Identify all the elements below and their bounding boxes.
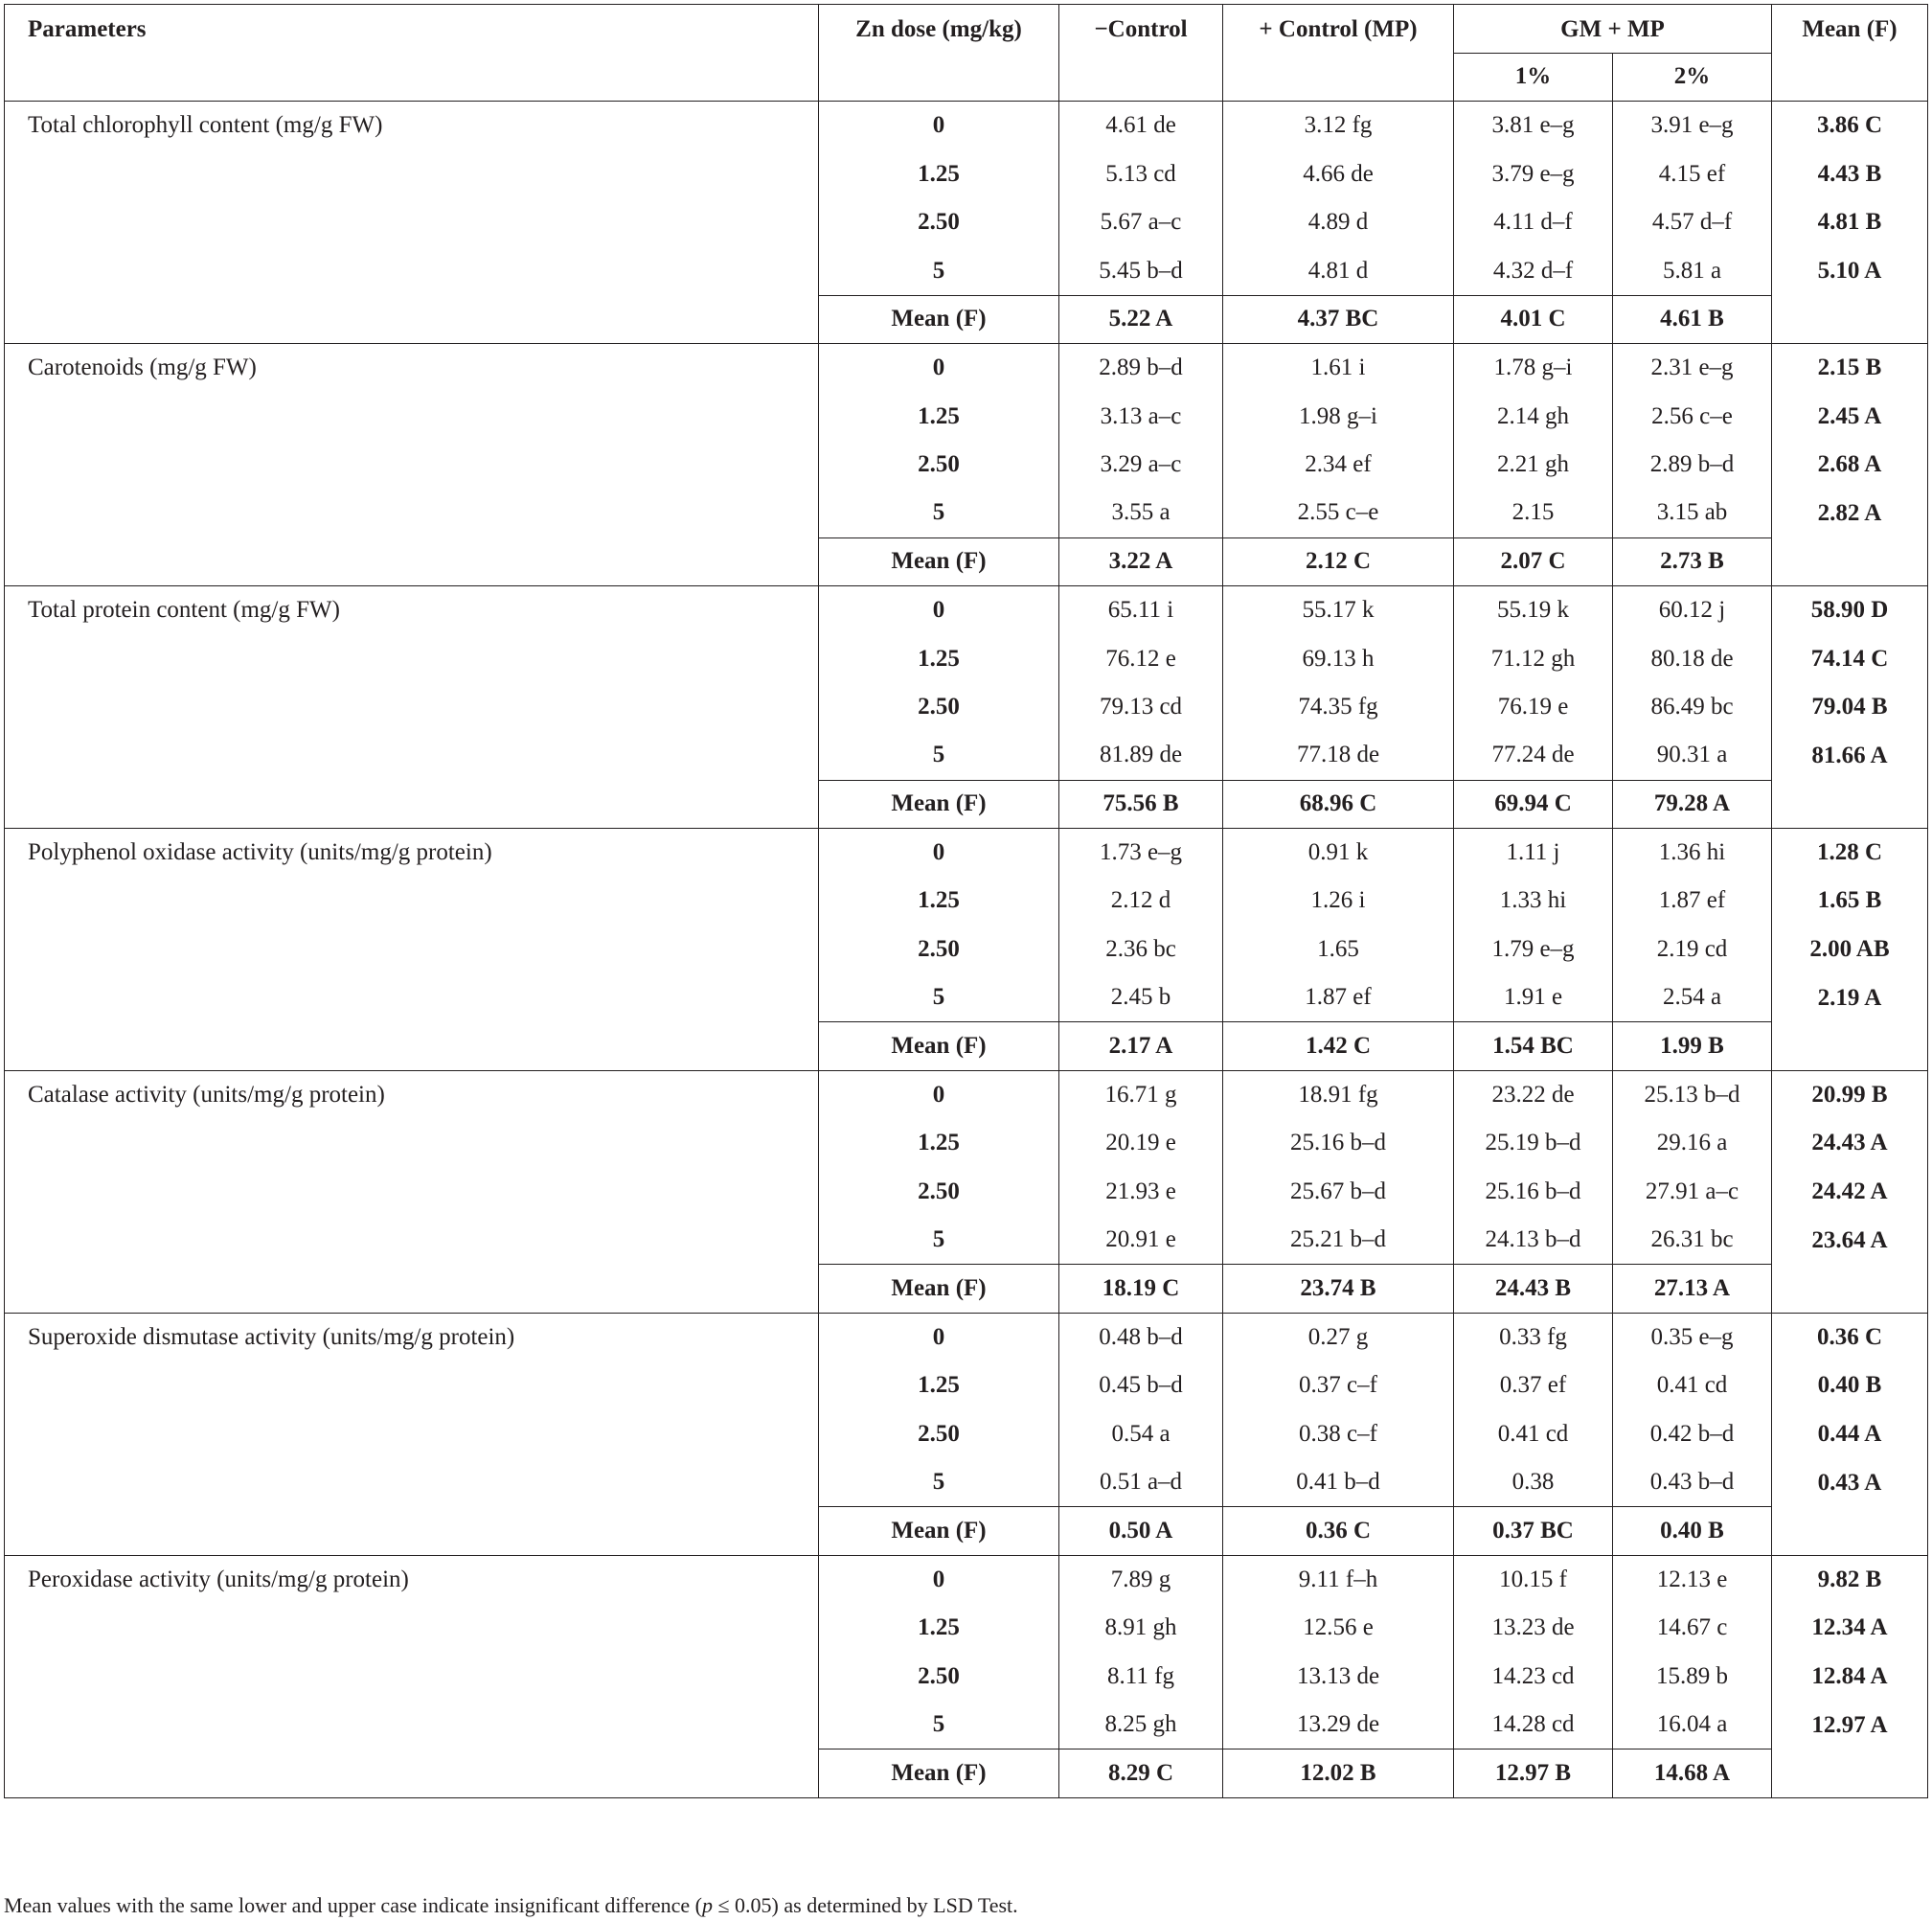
mean-f-cell: 0.44 A xyxy=(1772,1410,1928,1459)
parameter-name: Peroxidase activity (units/mg/g protein) xyxy=(5,1556,819,1798)
mean-value-gm-2pct: 4.61 B xyxy=(1613,295,1772,344)
value-cell-neg-control: 2.45 b xyxy=(1059,973,1223,1022)
zn-dose-cell: 5 xyxy=(819,489,1059,537)
value-cell-pos-control: 0.41 b–d xyxy=(1223,1458,1454,1507)
value-cell-pos-control: 9.11 f–h xyxy=(1223,1556,1454,1605)
empty-cell xyxy=(1772,295,1928,344)
value-cell-gm-1pct: 14.23 cd xyxy=(1454,1653,1613,1702)
value-cell-neg-control: 5.13 cd xyxy=(1059,149,1223,198)
value-cell-neg-control: 3.13 a–c xyxy=(1059,392,1223,441)
zn-dose-cell: 5 xyxy=(819,1701,1059,1749)
mean-f-cell: 1.28 C xyxy=(1772,829,1928,878)
mean-f-cell: 2.19 A xyxy=(1772,973,1928,1022)
zn-dose-cell: 1.25 xyxy=(819,877,1059,926)
value-cell-gm-2pct: 12.13 e xyxy=(1613,1556,1772,1605)
value-cell-pos-control: 1.98 g–i xyxy=(1223,392,1454,441)
value-cell-gm-2pct: 2.19 cd xyxy=(1613,926,1772,974)
value-cell-gm-1pct: 4.11 d–f xyxy=(1454,198,1613,247)
mean-value-pos-control: 4.37 BC xyxy=(1223,295,1454,344)
value-cell-pos-control: 77.18 de xyxy=(1223,731,1454,780)
mean-value-gm-2pct: 79.28 A xyxy=(1613,780,1772,829)
value-cell-gm-2pct: 16.04 a xyxy=(1613,1701,1772,1749)
value-cell-pos-control: 25.67 b–d xyxy=(1223,1168,1454,1217)
parameter-name: Catalase activity (units/mg/g protein) xyxy=(5,1071,819,1314)
empty-cell xyxy=(1772,1507,1928,1556)
mean-f-cell: 74.14 C xyxy=(1772,634,1928,683)
value-cell-gm-2pct: 1.87 ef xyxy=(1613,877,1772,926)
table-row xyxy=(5,1071,1928,1120)
table-row xyxy=(5,102,1928,150)
mean-value-pos-control: 2.12 C xyxy=(1223,537,1454,586)
parameter-name: Total protein content (mg/g FW) xyxy=(5,586,819,829)
value-cell-neg-control: 20.91 e xyxy=(1059,1216,1223,1265)
mean-f-cell: 58.90 D xyxy=(1772,586,1928,635)
value-cell-gm-2pct: 4.15 ef xyxy=(1613,149,1772,198)
zn-dose-cell: 2.50 xyxy=(819,1653,1059,1702)
value-cell-neg-control: 76.12 e xyxy=(1059,634,1223,683)
mean-label: Mean (F) xyxy=(819,780,1059,829)
value-cell-gm-1pct: 4.32 d–f xyxy=(1454,246,1613,295)
mean-f-cell: 79.04 B xyxy=(1772,683,1928,732)
value-cell-pos-control: 74.35 fg xyxy=(1223,683,1454,732)
value-cell-neg-control: 8.91 gh xyxy=(1059,1604,1223,1653)
zn-dose-cell: 5 xyxy=(819,1216,1059,1265)
header-positive-control: + Control (MP) xyxy=(1223,5,1454,102)
value-cell-gm-1pct: 3.81 e–g xyxy=(1454,102,1613,150)
mean-value-neg-control: 18.19 C xyxy=(1059,1265,1223,1314)
value-cell-gm-2pct: 14.67 c xyxy=(1613,1604,1772,1653)
value-cell-gm-1pct: 3.79 e–g xyxy=(1454,149,1613,198)
zn-dose-cell: 2.50 xyxy=(819,1410,1059,1459)
value-cell-gm-2pct: 1.36 hi xyxy=(1613,829,1772,878)
value-cell-gm-2pct: 0.42 b–d xyxy=(1613,1410,1772,1459)
header-gm-2pct: 2% xyxy=(1613,53,1772,102)
footnote xyxy=(4,1893,1018,1918)
value-cell-pos-control: 3.12 fg xyxy=(1223,102,1454,150)
mean-value-gm-2pct: 27.13 A xyxy=(1613,1265,1772,1314)
mean-label: Mean (F) xyxy=(819,1749,1059,1798)
empty-cell xyxy=(1772,1022,1928,1071)
mean-value-neg-control: 75.56 B xyxy=(1059,780,1223,829)
value-cell-gm-2pct: 0.35 e–g xyxy=(1613,1314,1772,1362)
value-cell-pos-control: 4.81 d xyxy=(1223,246,1454,295)
value-cell-gm-1pct: 71.12 gh xyxy=(1454,634,1613,683)
value-cell-gm-1pct: 13.23 de xyxy=(1454,1604,1613,1653)
mean-f-cell: 2.15 B xyxy=(1772,344,1928,393)
value-cell-gm-1pct: 2.15 xyxy=(1454,489,1613,537)
value-cell-neg-control: 81.89 de xyxy=(1059,731,1223,780)
value-cell-pos-control: 13.13 de xyxy=(1223,1653,1454,1702)
mean-f-cell: 9.82 B xyxy=(1772,1556,1928,1605)
mean-f-cell: 1.65 B xyxy=(1772,877,1928,926)
value-cell-pos-control: 4.66 de xyxy=(1223,149,1454,198)
value-cell-neg-control: 79.13 cd xyxy=(1059,683,1223,732)
mean-f-cell: 3.86 C xyxy=(1772,102,1928,150)
value-cell-gm-2pct: 0.41 cd xyxy=(1613,1361,1772,1410)
value-cell-gm-1pct: 0.37 ef xyxy=(1454,1361,1613,1410)
value-cell-gm-1pct: 1.79 e–g xyxy=(1454,926,1613,974)
empty-cell xyxy=(1772,780,1928,829)
value-cell-gm-2pct: 26.31 bc xyxy=(1613,1216,1772,1265)
zn-dose-cell: 1.25 xyxy=(819,634,1059,683)
zn-dose-cell: 1.25 xyxy=(819,1361,1059,1410)
parameter-name: Carotenoids (mg/g FW) xyxy=(5,344,819,586)
mean-value-pos-control: 0.36 C xyxy=(1223,1507,1454,1556)
zn-dose-cell: 1.25 xyxy=(819,1604,1059,1653)
value-cell-gm-2pct: 25.13 b–d xyxy=(1613,1071,1772,1120)
zn-dose-cell: 1.25 xyxy=(819,149,1059,198)
value-cell-gm-2pct: 2.56 c–e xyxy=(1613,392,1772,441)
value-cell-neg-control: 0.51 a–d xyxy=(1059,1458,1223,1507)
mean-label: Mean (F) xyxy=(819,1022,1059,1071)
parameter-name: Superoxide dismutase activity (units/mg/g protein) xyxy=(5,1314,819,1556)
footnote-before: Mean values with the same lower and upper case indicate insignificant difference ( xyxy=(4,1893,702,1917)
value-cell-pos-control: 13.29 de xyxy=(1223,1701,1454,1749)
value-cell-gm-1pct: 10.15 f xyxy=(1454,1556,1613,1605)
value-cell-neg-control: 2.89 b–d xyxy=(1059,344,1223,393)
mean-f-cell: 12.34 A xyxy=(1772,1604,1928,1653)
zn-dose-cell: 0 xyxy=(819,1314,1059,1362)
mean-value-gm-2pct: 0.40 B xyxy=(1613,1507,1772,1556)
value-cell-pos-control: 55.17 k xyxy=(1223,586,1454,635)
mean-f-cell: 2.00 AB xyxy=(1772,926,1928,974)
mean-label: Mean (F) xyxy=(819,295,1059,344)
value-cell-gm-2pct: 2.54 a xyxy=(1613,973,1772,1022)
mean-value-pos-control: 1.42 C xyxy=(1223,1022,1454,1071)
mean-f-cell: 4.43 B xyxy=(1772,149,1928,198)
header-gm-mp: GM + MP xyxy=(1454,5,1772,54)
mean-value-gm-2pct: 2.73 B xyxy=(1613,537,1772,586)
table-row xyxy=(5,1556,1928,1605)
zn-dose-cell: 0 xyxy=(819,586,1059,635)
value-cell-neg-control: 65.11 i xyxy=(1059,586,1223,635)
zn-dose-cell: 0 xyxy=(819,1071,1059,1120)
value-cell-gm-1pct: 1.33 hi xyxy=(1454,877,1613,926)
value-cell-pos-control: 2.34 ef xyxy=(1223,441,1454,490)
mean-f-cell: 2.82 A xyxy=(1772,489,1928,537)
header-row xyxy=(5,5,1928,54)
header-mean-f: Mean (F) xyxy=(1772,5,1928,102)
value-cell-gm-2pct: 86.49 bc xyxy=(1613,683,1772,732)
header-parameters: Parameters xyxy=(5,5,819,102)
value-cell-gm-1pct: 1.78 g–i xyxy=(1454,344,1613,393)
zn-dose-cell: 1.25 xyxy=(819,392,1059,441)
mean-f-cell: 2.68 A xyxy=(1772,441,1928,490)
zn-dose-cell: 2.50 xyxy=(819,926,1059,974)
mean-value-gm-1pct: 4.01 C xyxy=(1454,295,1613,344)
mean-f-cell: 5.10 A xyxy=(1772,246,1928,295)
mean-f-cell: 24.42 A xyxy=(1772,1168,1928,1217)
mean-value-gm-1pct: 12.97 B xyxy=(1454,1749,1613,1798)
footnote-after: ≤ 0.05) as determined by LSD Test. xyxy=(712,1893,1018,1917)
mean-label: Mean (F) xyxy=(819,1507,1059,1556)
value-cell-neg-control: 8.11 fg xyxy=(1059,1653,1223,1702)
mean-value-neg-control: 8.29 C xyxy=(1059,1749,1223,1798)
value-cell-neg-control: 0.48 b–d xyxy=(1059,1314,1223,1362)
parameter-name: Polyphenol oxidase activity (units/mg/g protein) xyxy=(5,829,819,1071)
value-cell-gm-1pct: 77.24 de xyxy=(1454,731,1613,780)
value-cell-pos-control: 69.13 h xyxy=(1223,634,1454,683)
mean-f-cell: 12.84 A xyxy=(1772,1653,1928,1702)
value-cell-neg-control: 5.67 a–c xyxy=(1059,198,1223,247)
value-cell-pos-control: 0.91 k xyxy=(1223,829,1454,878)
header-gm-1pct: 1% xyxy=(1454,53,1613,102)
value-cell-pos-control: 25.21 b–d xyxy=(1223,1216,1454,1265)
mean-label: Mean (F) xyxy=(819,537,1059,586)
value-cell-gm-2pct: 2.89 b–d xyxy=(1613,441,1772,490)
mean-value-gm-2pct: 14.68 A xyxy=(1613,1749,1772,1798)
mean-f-cell: 24.43 A xyxy=(1772,1119,1928,1168)
zn-dose-cell: 0 xyxy=(819,829,1059,878)
value-cell-gm-2pct: 3.91 e–g xyxy=(1613,102,1772,150)
mean-value-gm-1pct: 24.43 B xyxy=(1454,1265,1613,1314)
value-cell-pos-control: 18.91 fg xyxy=(1223,1071,1454,1120)
value-cell-gm-2pct: 5.81 a xyxy=(1613,246,1772,295)
zn-dose-cell: 5 xyxy=(819,246,1059,295)
value-cell-gm-2pct: 2.31 e–g xyxy=(1613,344,1772,393)
value-cell-pos-control: 0.37 c–f xyxy=(1223,1361,1454,1410)
mean-f-cell: 2.45 A xyxy=(1772,392,1928,441)
table-body xyxy=(5,102,1928,1798)
value-cell-gm-1pct: 25.19 b–d xyxy=(1454,1119,1613,1168)
empty-cell xyxy=(1772,1265,1928,1314)
table-row xyxy=(5,344,1928,393)
mean-value-neg-control: 2.17 A xyxy=(1059,1022,1223,1071)
value-cell-pos-control: 4.89 d xyxy=(1223,198,1454,247)
zn-dose-cell: 2.50 xyxy=(819,198,1059,247)
value-cell-pos-control: 25.16 b–d xyxy=(1223,1119,1454,1168)
table-row xyxy=(5,586,1928,635)
mean-value-neg-control: 0.50 A xyxy=(1059,1507,1223,1556)
value-cell-neg-control: 0.45 b–d xyxy=(1059,1361,1223,1410)
zn-dose-cell: 5 xyxy=(819,973,1059,1022)
value-cell-gm-2pct: 29.16 a xyxy=(1613,1119,1772,1168)
value-cell-pos-control: 12.56 e xyxy=(1223,1604,1454,1653)
value-cell-neg-control: 4.61 de xyxy=(1059,102,1223,150)
value-cell-pos-control: 1.87 ef xyxy=(1223,973,1454,1022)
value-cell-pos-control: 1.65 xyxy=(1223,926,1454,974)
value-cell-gm-2pct: 60.12 j xyxy=(1613,586,1772,635)
mean-value-gm-1pct: 1.54 BC xyxy=(1454,1022,1613,1071)
value-cell-gm-1pct: 76.19 e xyxy=(1454,683,1613,732)
mean-f-cell: 0.43 A xyxy=(1772,1458,1928,1507)
value-cell-gm-1pct: 0.33 fg xyxy=(1454,1314,1613,1362)
value-cell-neg-control: 8.25 gh xyxy=(1059,1701,1223,1749)
value-cell-pos-control: 2.55 c–e xyxy=(1223,489,1454,537)
empty-cell xyxy=(1772,1749,1928,1798)
mean-value-gm-2pct: 1.99 B xyxy=(1613,1022,1772,1071)
zn-dose-cell: 5 xyxy=(819,1458,1059,1507)
zn-dose-cell: 2.50 xyxy=(819,1168,1059,1217)
value-cell-neg-control: 16.71 g xyxy=(1059,1071,1223,1120)
mean-value-neg-control: 5.22 A xyxy=(1059,295,1223,344)
zn-dose-cell: 0 xyxy=(819,1556,1059,1605)
value-cell-pos-control: 1.26 i xyxy=(1223,877,1454,926)
value-cell-gm-2pct: 27.91 a–c xyxy=(1613,1168,1772,1217)
mean-value-pos-control: 68.96 C xyxy=(1223,780,1454,829)
zn-dose-cell: 0 xyxy=(819,344,1059,393)
mean-f-cell: 0.40 B xyxy=(1772,1361,1928,1410)
zn-dose-cell: 0 xyxy=(819,102,1059,150)
value-cell-pos-control: 1.61 i xyxy=(1223,344,1454,393)
value-cell-pos-control: 0.38 c–f xyxy=(1223,1410,1454,1459)
value-cell-gm-2pct: 4.57 d–f xyxy=(1613,198,1772,247)
value-cell-gm-1pct: 0.41 cd xyxy=(1454,1410,1613,1459)
empty-cell xyxy=(1772,537,1928,586)
value-cell-gm-1pct: 0.38 xyxy=(1454,1458,1613,1507)
mean-f-cell: 81.66 A xyxy=(1772,731,1928,780)
value-cell-neg-control: 0.54 a xyxy=(1059,1410,1223,1459)
zn-dose-cell: 1.25 xyxy=(819,1119,1059,1168)
value-cell-pos-control: 0.27 g xyxy=(1223,1314,1454,1362)
value-cell-neg-control: 2.12 d xyxy=(1059,877,1223,926)
zn-dose-cell: 2.50 xyxy=(819,683,1059,732)
value-cell-gm-2pct: 15.89 b xyxy=(1613,1653,1772,1702)
header-zn-dose: Zn dose (mg/kg) xyxy=(819,5,1059,102)
mean-f-cell: 12.97 A xyxy=(1772,1701,1928,1749)
mean-value-pos-control: 12.02 B xyxy=(1223,1749,1454,1798)
mean-f-cell: 0.36 C xyxy=(1772,1314,1928,1362)
value-cell-gm-1pct: 24.13 b–d xyxy=(1454,1216,1613,1265)
value-cell-gm-1pct: 2.14 gh xyxy=(1454,392,1613,441)
value-cell-neg-control: 5.45 b–d xyxy=(1059,246,1223,295)
value-cell-gm-1pct: 25.16 b–d xyxy=(1454,1168,1613,1217)
mean-f-cell: 23.64 A xyxy=(1772,1216,1928,1265)
table-row xyxy=(5,1314,1928,1362)
value-cell-neg-control: 20.19 e xyxy=(1059,1119,1223,1168)
value-cell-gm-2pct: 3.15 ab xyxy=(1613,489,1772,537)
value-cell-gm-1pct: 23.22 de xyxy=(1454,1071,1613,1120)
value-cell-gm-1pct: 2.21 gh xyxy=(1454,441,1613,490)
value-cell-gm-1pct: 55.19 k xyxy=(1454,586,1613,635)
value-cell-gm-1pct: 1.91 e xyxy=(1454,973,1613,1022)
table-row xyxy=(5,829,1928,878)
value-cell-gm-2pct: 90.31 a xyxy=(1613,731,1772,780)
value-cell-gm-2pct: 80.18 de xyxy=(1613,634,1772,683)
parameter-name: Total chlorophyll content (mg/g FW) xyxy=(5,102,819,344)
mean-value-gm-1pct: 69.94 C xyxy=(1454,780,1613,829)
zn-dose-cell: 5 xyxy=(819,731,1059,780)
results-table xyxy=(4,4,1928,1798)
value-cell-neg-control: 7.89 g xyxy=(1059,1556,1223,1605)
mean-value-neg-control: 3.22 A xyxy=(1059,537,1223,586)
mean-label: Mean (F) xyxy=(819,1265,1059,1314)
value-cell-neg-control: 21.93 e xyxy=(1059,1168,1223,1217)
mean-value-gm-1pct: 2.07 C xyxy=(1454,537,1613,586)
zn-dose-cell: 2.50 xyxy=(819,441,1059,490)
value-cell-gm-1pct: 1.11 j xyxy=(1454,829,1613,878)
value-cell-neg-control: 1.73 e–g xyxy=(1059,829,1223,878)
value-cell-gm-2pct: 0.43 b–d xyxy=(1613,1458,1772,1507)
mean-f-cell: 4.81 B xyxy=(1772,198,1928,247)
value-cell-neg-control: 2.36 bc xyxy=(1059,926,1223,974)
header-negative-control: −Control xyxy=(1059,5,1223,102)
value-cell-neg-control: 3.29 a–c xyxy=(1059,441,1223,490)
value-cell-neg-control: 3.55 a xyxy=(1059,489,1223,537)
value-cell-gm-1pct: 14.28 cd xyxy=(1454,1701,1613,1749)
mean-f-cell: 20.99 B xyxy=(1772,1071,1928,1120)
footnote-p: p xyxy=(701,1893,713,1917)
mean-value-gm-1pct: 0.37 BC xyxy=(1454,1507,1613,1556)
mean-value-pos-control: 23.74 B xyxy=(1223,1265,1454,1314)
